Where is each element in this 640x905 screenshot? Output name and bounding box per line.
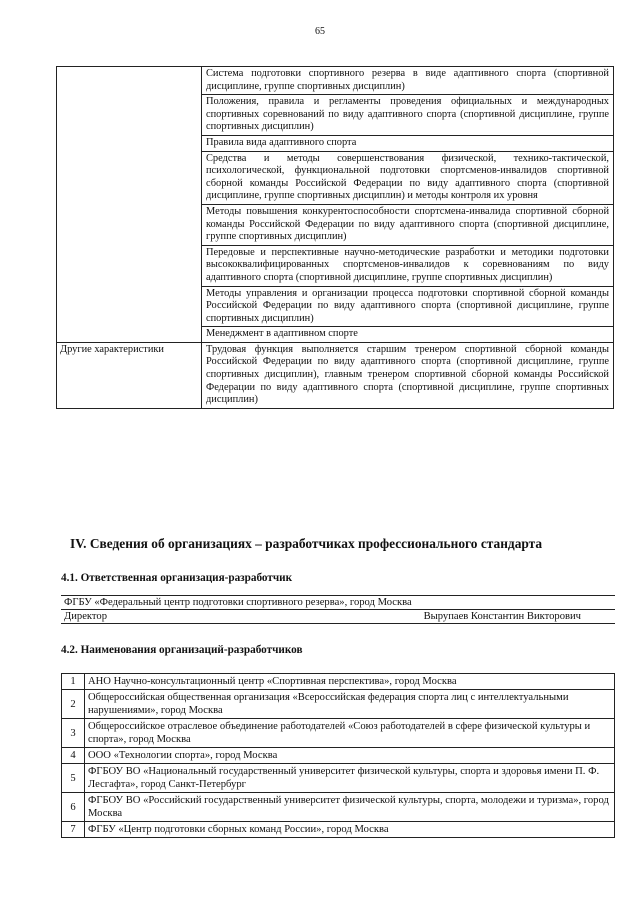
content-cell: Передовые и перспективные научно-методические разработки и методики подготовки высококвалифицированных спортсменов-инвалидов к соревнованиям по виду адаптивного спорта (спортивной дисциплине, группе спортивных дисциплин) — [202, 245, 614, 286]
page-number: 65 — [315, 26, 325, 37]
row-number: 4 — [62, 748, 85, 764]
table-row — [61, 610, 615, 624]
developer-name: Общероссийское отраслевое объединение работодателей «Союз работодателей в сфере физической культуры и спорта», город Москва — [85, 719, 615, 748]
table-row — [62, 793, 615, 822]
table-row — [57, 342, 614, 408]
content-cell: Система подготовки спортивного резерва в виде адаптивного спорта (спортивной дисциплине, группе спортивных дисциплин) — [202, 67, 614, 95]
section-title: IV. Сведения об организациях – разработчиках профессионального стандарта — [70, 536, 543, 551]
developer-name: ФГБОУ ВО «Российский государственный университет физической культуры, спорта, молодежи и туризма», город Москва — [85, 793, 615, 822]
row-number: 6 — [62, 793, 85, 822]
responsible-person: Вырупаев Константин Викторович — [172, 610, 615, 624]
developer-name: ООО «Технологии спорта», город Москва — [85, 748, 615, 764]
developer-name: АНО Научно-консультационный центр «Спортивная перспектива», город Москва — [85, 674, 615, 690]
content-cell: Методы повышения конкурентоспособности спортсмена-инвалида спортивной сборной команды Российской Федерации по виду адаптивного спорта (спортивной дисциплине, группе спортивных дисциплин) — [202, 204, 614, 245]
content-cell: Средства и методы совершенствования физической, технико-тактической, психологической, функциональной подготовки спортсменов-инвалидов спортивной сборной команды Российской Федерации по виду адаптивного спорта (спортивной дисциплине, группе спортивных дисциплин) и методы контроля их уровня — [202, 151, 614, 204]
developer-name: Общероссийская общественная организация «Всероссийская федерация спорта лиц с интеллектуальными нарушениями», город Москва — [85, 690, 615, 719]
table-row — [61, 596, 615, 610]
row-number: 2 — [62, 690, 85, 719]
row-number: 7 — [62, 822, 85, 838]
developer-name: ФГБУ «Центр подготовки сборных команд России», город Москва — [85, 822, 615, 838]
responsible-position: Директор — [61, 610, 172, 624]
row-number: 5 — [62, 764, 85, 793]
table-row — [62, 764, 615, 793]
content-cell: Менеджмент в адаптивном спорте — [202, 327, 614, 343]
row-number: 3 — [62, 719, 85, 748]
table-row — [57, 67, 614, 95]
table-row — [62, 719, 615, 748]
responsible-org-heading: 4.1. Ответственная организация-разработчик — [61, 572, 293, 584]
label-cell-empty — [57, 67, 202, 343]
table-row — [62, 674, 615, 690]
developer-name: ФГБОУ ВО «Национальный государственный университет физической культуры, спорта и здоровья имени П. Ф. Лесгафта», город Санкт-Петербург — [85, 764, 615, 793]
responsible-org-name: ФГБУ «Федеральный центр подготовки спортивного резерва», город Москва — [61, 596, 615, 610]
table-row — [62, 822, 615, 838]
table-row — [62, 690, 615, 719]
label-cell-other-characteristics: Другие характеристики — [57, 342, 202, 408]
characteristics-table — [56, 66, 614, 409]
developers-table — [61, 673, 615, 838]
row-number: 1 — [62, 674, 85, 690]
content-cell: Положения, правила и регламенты проведения официальных и международных спортивных соревнований по виду адаптивного спорта (спортивной дисциплине, группе спортивных дисциплин) — [202, 95, 614, 136]
table-row — [62, 748, 615, 764]
content-cell: Трудовая функция выполняется старшим тренером спортивной сборной команды Российской Федерации по виду адаптивного спорта (спортивной дисциплине, группе спортивных дисциплин), главным тренером спортивной сборной команды Российской Федерации по виду адаптивного спорта (спортивной дисциплине, группе спортивных дисциплин) — [202, 342, 614, 408]
content-cell: Методы управления и организации процесса подготовки спортивной сборной команды Российской Федерации по виду адаптивного спорта (спортивной дисциплине, группе спортивных дисциплин) — [202, 286, 614, 327]
content-cell: Правила вида адаптивного спорта — [202, 135, 614, 151]
responsible-org-table — [61, 595, 615, 624]
developers-heading: 4.2. Наименования организаций-разработчиков — [61, 644, 303, 656]
